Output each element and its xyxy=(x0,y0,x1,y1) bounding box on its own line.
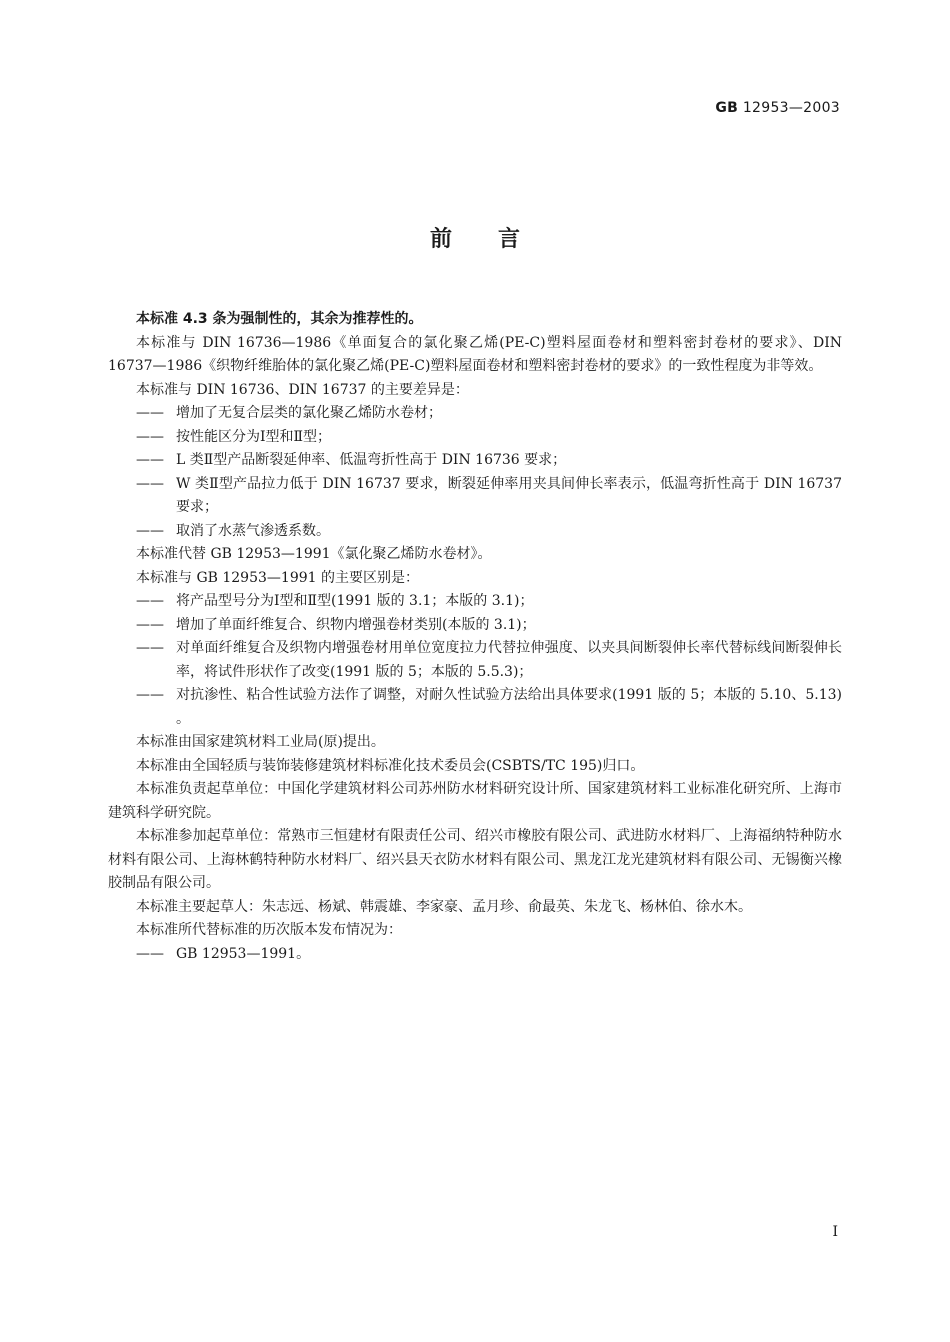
dash-marker: —— xyxy=(136,640,164,656)
list-item-text: 对抗渗性、粘合性试验方法作了调整，对耐久性试验方法给出具体要求(1991 版的 5；本版的 5.10、5.13) 。 xyxy=(176,687,842,727)
list-item-text: 取消了水蒸气渗透系数。 xyxy=(176,522,330,539)
dash-marker: —— xyxy=(136,405,164,421)
dash-marker: —— xyxy=(136,452,164,468)
page-number: Ⅰ xyxy=(832,1224,838,1240)
list-item-text: 按性能区分为Ⅰ型和Ⅱ型； xyxy=(176,428,332,445)
paragraph: 本标准与 DIN 16736、DIN 16737 的主要差异是： xyxy=(136,381,469,398)
paragraph: 本标准由全国轻质与装饰装修建筑材料标准化技术委员会(CSBTS/TC 195)归口。 xyxy=(136,757,645,774)
dash-marker: —— xyxy=(136,428,164,445)
list-item xyxy=(108,449,842,473)
list-item xyxy=(108,426,842,450)
list-item xyxy=(108,473,842,520)
list-item-text: 将产品型号分为Ⅰ型和Ⅱ型(1991 版的 3.1；本版的 3.1)； xyxy=(176,593,534,609)
mandatory-clause-note: 本标准 4.3 条为强制性的，其余为推荐性的。 xyxy=(136,311,423,327)
section-title: 前言 xyxy=(429,227,566,252)
dash-marker: —— xyxy=(136,593,164,609)
standard-code xyxy=(715,100,840,116)
paragraph: 本标准由国家建筑材料工业局(原)提出。 xyxy=(136,734,385,750)
paragraph: 本标准与 DIN 16736—1986《单面复合的氯化聚乙烯(PE-C)塑料屋面卷材和塑料密封卷材的要求》、DIN 16737—1986《织物纤维胎体的氯化聚乙烯(PE-C)塑料屋面卷材和塑料密封卷材的要求》的一致性程度为非等效。 xyxy=(108,334,842,374)
list-item xyxy=(108,943,842,967)
paragraph: 本标准与 GB 12953—1991 的主要区别是： xyxy=(136,569,419,586)
dash-marker: —— xyxy=(136,522,164,539)
list-item xyxy=(108,590,842,614)
list-item-text: 增加了无复合层类的氯化聚乙烯防水卷材； xyxy=(176,405,442,421)
list-item xyxy=(108,520,842,544)
list-item-text: L 类Ⅱ型产品断裂延伸率、低温弯折性高于 DIN 16736 要求； xyxy=(176,452,567,468)
standard-code-number: 12953—2003 xyxy=(738,100,840,116)
dash-marker: —— xyxy=(136,616,164,633)
list-item xyxy=(108,637,842,684)
paragraph: 本标准参加起草单位：常熟市三恒建材有限责任公司、绍兴市橡胶有限公司、武进防水材料厂、上海福纳特种防水材料有限公司、上海林鹤特种防水材料厂、绍兴县天衣防水材料有限公司、黑龙江龙光建筑材料有限公司、无锡衡兴橡胶制品有限公司。 xyxy=(108,828,842,891)
list-item xyxy=(108,614,842,638)
paragraph: 本标准代替 GB 12953—1991《氯化聚乙烯防水卷材》。 xyxy=(136,546,492,562)
list-item-text: 对单面纤维复合及织物内增强卷材用单位宽度拉力代替拉伸强度、以夹具间断裂伸长率代替标线间断裂伸长率，将试件形状作了改变(1991 版的 5；本版的 5.5.3)； xyxy=(176,640,842,680)
list-item-text: 增加了单面纤维复合、织物内增强卷材类别(本版的 3.1)； xyxy=(176,616,536,633)
list-item-text: W 类Ⅱ型产品拉力低于 DIN 16737 要求，断裂延伸率用夹具间伸长率表示，低温弯折性高于 DIN 16737 要求； xyxy=(176,475,842,515)
list-item xyxy=(108,684,842,731)
list-item xyxy=(108,402,842,426)
foreword-body xyxy=(108,308,842,966)
paragraph: 本标准主要起草人：朱志远、杨斌、韩震雄、李家豪、孟月珍、俞最英、朱龙飞、杨林伯、徐水木。 xyxy=(136,898,752,915)
standard-code-prefix: GB xyxy=(715,100,739,116)
list-item-text: GB 12953—1991。 xyxy=(176,945,311,962)
paragraph: 本标准负责起草单位：中国化学建筑材料公司苏州防水材料研究设计所、国家建筑材料工业标准化研究所、上海市建筑科学研究院。 xyxy=(108,781,842,821)
dash-marker: —— xyxy=(136,475,164,492)
paragraph: 本标准所代替标准的历次版本发布情况为： xyxy=(136,922,402,938)
dash-marker: —— xyxy=(136,945,164,962)
dash-marker: —— xyxy=(136,687,164,703)
